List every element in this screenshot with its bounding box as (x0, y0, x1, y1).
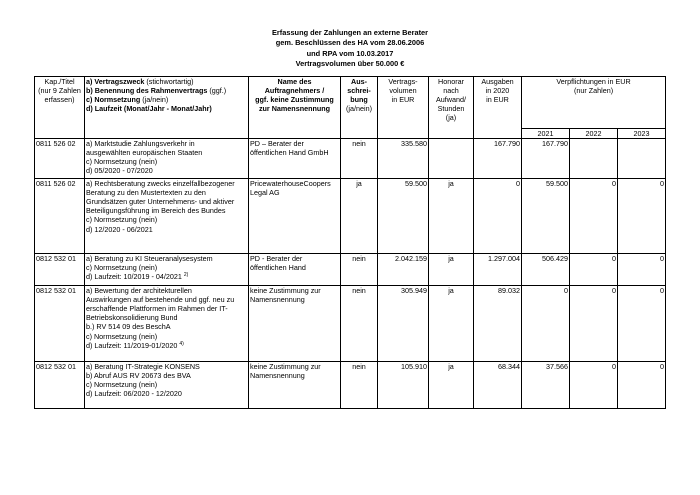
y2022-cell: 0 (570, 179, 618, 254)
table-row (35, 362, 666, 409)
document-title (0, 28, 700, 70)
y2023-cell: 0 (618, 362, 666, 409)
y2023-cell: 0 (618, 254, 666, 286)
honorar-cell (429, 139, 474, 179)
auftragnehmer-cell: PD – Berater der öffentlichen Hand GmbH (249, 139, 341, 179)
title-line: Erfassung der Zahlungen an externe Berater (271, 28, 429, 37)
header-vertragsvolumen: Vertrags- volumen in EUR (378, 77, 429, 139)
kap-cell: 0811 526 02 (35, 139, 85, 179)
y2022-cell: 0 (570, 254, 618, 286)
header-verpflichtungen: Verpflichtungen in EUR (nur Zahlen) (522, 77, 666, 129)
table-row (35, 254, 666, 286)
table-row (35, 286, 666, 362)
kap-cell: 0811 526 02 (35, 179, 85, 254)
header-auftragnehmer: Name des Auftragnehmers / ggf. keine Zustimmung zur Namensnennung (249, 77, 341, 139)
zweck-cell: a) Beratung IT-Strategie KONSENS b) Abruf AUS RV 20673 des BVA c) Normsetzung (nein) d) Laufzeit: 06/2020 - 12/2020 (85, 362, 249, 409)
header-honorar: Honorar nach Aufwand/ Stunden (ja) (429, 77, 474, 139)
ausschreibung-cell: nein (341, 254, 378, 286)
header-kap-titel: Kap./Titel (nur 9 Zahlen erfassen) (35, 77, 85, 139)
table-row (35, 179, 666, 254)
y2023-cell: 0 (618, 179, 666, 254)
honorar-cell: ja (429, 179, 474, 254)
auftragnehmer-cell: PD - Berater der öffentlichen Hand (249, 254, 341, 286)
kap-cell: 0812 532 01 (35, 286, 85, 362)
y2022-cell (570, 139, 618, 179)
vertragsvolumen-cell: 59.500 (378, 179, 429, 254)
header-vertragszweck: a) Vertragszweck (stichwortartig) b) Benennung des Rahmenvertrags (ggf.) c) Normsetzung (ja/nein) d) Laufzeit (Monat/Jahr - Monat/Jahr) (85, 77, 249, 139)
kap-cell: 0812 532 01 (35, 254, 85, 286)
header-year-2023: 2023 (618, 129, 666, 139)
ausgaben-cell: 89.032 (474, 286, 522, 362)
ausschreibung-cell: nein (341, 286, 378, 362)
title-line: gem. Beschlüssen des HA vom 28.06.2006 (275, 38, 425, 48)
auftragnehmer-cell: keine Zustimmung zur Namensnennung (249, 362, 341, 409)
honorar-cell: ja (429, 286, 474, 362)
y2021-cell: 37.566 (522, 362, 570, 409)
auftragnehmer-cell: PricewaterhouseCoopers Legal AG (249, 179, 341, 254)
title-line: Vertragsvolumen über 50.000 € (295, 59, 405, 69)
honorar-cell: ja (429, 362, 474, 409)
vertragsvolumen-cell: 2.042.159 (378, 254, 429, 286)
y2021-cell: 0 (522, 286, 570, 362)
y2023-cell: 0 (618, 286, 666, 362)
vertragsvolumen-cell: 105.910 (378, 362, 429, 409)
vertragsvolumen-cell: 335.580 (378, 139, 429, 179)
kap-cell: 0812 532 01 (35, 362, 85, 409)
y2021-cell: 59.500 (522, 179, 570, 254)
honorar-cell: ja (429, 254, 474, 286)
zweck-cell: a) Beratung zu KI Steueranalysesystem c) Normsetzung (nein) d) Laufzeit: 10/2019 - 04/2021 $^{2)}$ (85, 254, 249, 286)
ausgaben-cell: 68.344 (474, 362, 522, 409)
header-year-2021: 2021 (522, 129, 570, 139)
ausschreibung-cell: ja (341, 179, 378, 254)
y2022-cell: 0 (570, 286, 618, 362)
title-line: und RPA vom 10.03.2017 (306, 48, 394, 58)
zweck-cell: a) Bewertung der architekturellen Auswirkungen auf bestehende und ggf. neu zu erschaffende Plattformen im Rahmen der IT- Betriebskonsolidierung Bund b.) RV 514 09 des BeschA c) Normsetzung (nein) d) Laufzeit: 11/2019-01/2020 $^{4)}$ (85, 286, 249, 362)
y2021-cell: 167.790 (522, 139, 570, 179)
payments-table (34, 76, 666, 409)
zweck-cell: a) Rechtsberatung zwecks einzelfallbezogener Beratung zu den Mustertexten zu den Grundsätzen guter Unternehmens- und aktiver Beteiligungsführung im Bereich des Bundes c) Normsetzung (nein) d) 12/2020 - 06/2021 (85, 179, 249, 254)
ausgaben-cell: 0 (474, 179, 522, 254)
header-year-2022: 2022 (570, 129, 618, 139)
header-ausgaben: Ausgaben in 2020 in EUR (474, 77, 522, 139)
ausschreibung-cell: nein (341, 362, 378, 409)
y2023-cell (618, 139, 666, 179)
ausgaben-cell: 167.790 (474, 139, 522, 179)
table-row (35, 139, 666, 179)
y2022-cell: 0 (570, 362, 618, 409)
ausschreibung-cell: nein (341, 139, 378, 179)
zweck-cell: a) Marktstudie Zahlungsverkehr in ausgewählten europäischen Staaten c) Normsetzung (nein) d) 05/2020 - 07/2020 (85, 139, 249, 179)
ausgaben-cell: 1.297.004 (474, 254, 522, 286)
header-ausschreibung: Aus- schrei- bung (ja/nein) (341, 77, 378, 139)
auftragnehmer-cell: keine Zustimmung zur Namensnennung (249, 286, 341, 362)
y2021-cell: 506.429 (522, 254, 570, 286)
vertragsvolumen-cell: 305.949 (378, 286, 429, 362)
